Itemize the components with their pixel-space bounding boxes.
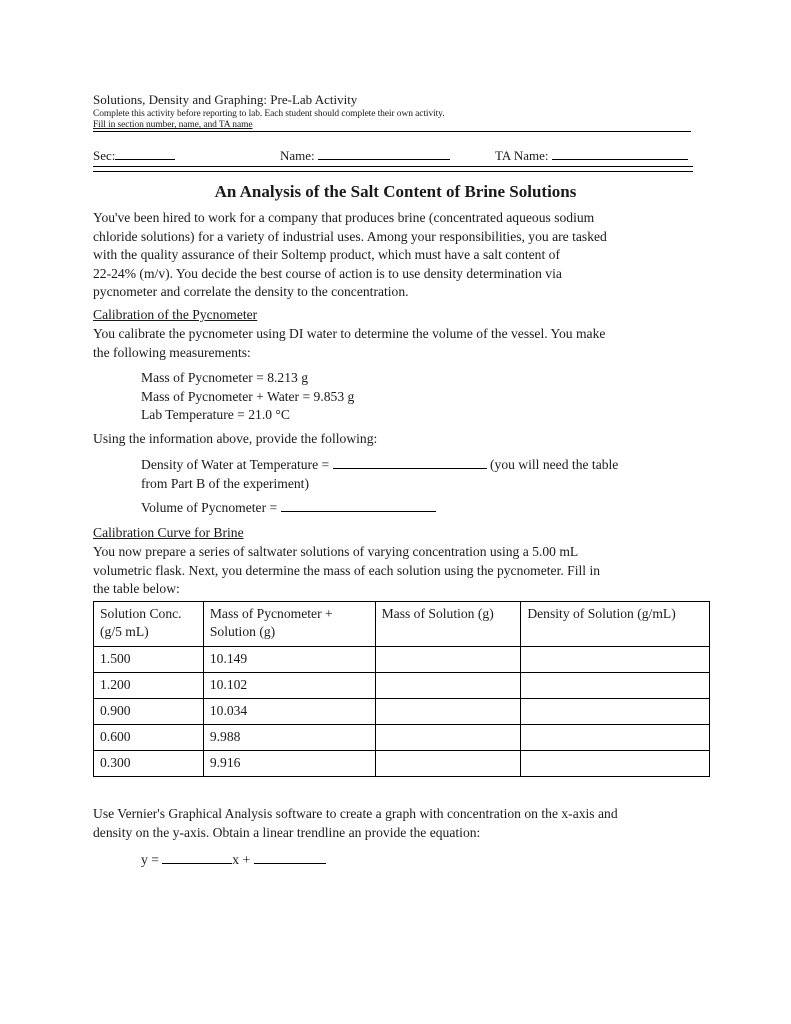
measurement-item: Mass of Pycnometer = 8.213 g (141, 370, 308, 385)
volume-label: Volume of Pycnometer = (141, 500, 281, 515)
calibration-heading: Calibration of the Pycnometer (93, 307, 258, 322)
sec-field[interactable] (93, 148, 175, 164)
ta-name-blank[interactable] (552, 148, 688, 160)
curve-line: You now prepare a series of saltwater solutions of varying concentration using a 5.00 mL (93, 544, 579, 559)
cell-conc: 0.300 (94, 751, 204, 777)
cell-density[interactable] (521, 699, 710, 725)
volume-question (141, 499, 436, 518)
cell-mass-pyc: 10.102 (203, 673, 375, 699)
intro-paragraph (93, 209, 703, 302)
cell-mass-solution[interactable] (375, 725, 521, 751)
activity-instruction: Complete this activity before reporting to lab. Each student should complete their own activity. (93, 109, 445, 119)
cell-conc: 0.900 (94, 699, 204, 725)
equation-x-label: x + (232, 852, 254, 867)
slope-blank[interactable] (162, 852, 232, 864)
density-water-question (141, 456, 618, 493)
header-cell-mass-pyc: Mass of Pycnometer + Solution (g) (203, 602, 375, 647)
cell-conc: 0.600 (94, 725, 204, 751)
header-cell-mass-solution: Mass of Solution (g) (375, 602, 521, 647)
intro-line: 22-24% (m/v). You decide the best course of action is to use density determination via (93, 265, 562, 281)
graph-text (93, 805, 703, 842)
cell-density[interactable] (521, 647, 710, 673)
intercept-blank[interactable] (254, 852, 326, 864)
header-cell-density: Density of Solution (g/mL) (521, 602, 710, 647)
curve-heading: Calibration Curve for Brine (93, 525, 244, 540)
table-row (94, 699, 710, 725)
cell-mass-solution[interactable] (375, 673, 521, 699)
cell-density[interactable] (521, 751, 710, 777)
sec-blank[interactable] (115, 148, 175, 160)
intro-line: chloride solutions) for a variety of industrial uses. Among your responsibilities, you are tasked (93, 228, 607, 244)
density-water-note-2: from Part B of the experiment) (141, 475, 309, 491)
cell-mass-pyc: 9.916 (203, 751, 375, 777)
cell-density[interactable] (521, 725, 710, 751)
density-water-label: Density of Water at Temperature = (141, 457, 333, 472)
name-label: Name: (280, 148, 315, 163)
solution-table (93, 601, 710, 777)
fill-in-instruction: Fill in section number, name, and TA name (93, 120, 253, 130)
cell-mass-solution[interactable] (375, 647, 521, 673)
calibration-line: the following measurements: (93, 344, 251, 360)
table-row (94, 751, 710, 777)
intro-line: You've been hired to work for a company that produces brine (concentrated aqueous sodium (93, 210, 595, 225)
curve-line: volumetric flask. Next, you determine the mass of each solution using the pycnometer. Fill in (93, 562, 601, 578)
equation-y-label: y = (141, 852, 163, 867)
page-title: An Analysis of the Salt Content of Brine Solutions (214, 182, 577, 201)
section-divider (93, 166, 693, 172)
table-header-row (94, 602, 710, 647)
table-row (94, 725, 710, 751)
calibration-text (93, 325, 703, 362)
curve-line: the table below: (93, 581, 180, 597)
activity-title: Solutions, Density and Graphing: Pre-Lab Activity (93, 92, 358, 107)
table-row (94, 673, 710, 699)
intro-line: with the quality assurance of their Soltemp product, which must have a salt content of (93, 247, 560, 263)
cell-mass-pyc: 9.988 (203, 725, 375, 751)
density-water-note: (you will need the table (486, 457, 619, 472)
cell-mass-pyc: 10.034 (203, 699, 375, 725)
graph-line: Use Vernier's Graphical Analysis software to create a graph with concentration on the x-axis and (93, 806, 618, 821)
cell-conc: 1.500 (94, 647, 204, 673)
ta-name-label: TA Name: (495, 148, 549, 163)
name-blank[interactable] (318, 148, 450, 160)
cell-conc: 1.200 (94, 673, 204, 699)
volume-blank[interactable] (281, 500, 436, 512)
density-water-blank[interactable] (333, 457, 487, 469)
cell-density[interactable] (521, 673, 710, 699)
calibration-line: You calibrate the pycnometer using DI water to determine the volume of the vessel. You make (93, 326, 606, 341)
measurement-list (141, 369, 354, 425)
curve-text (93, 543, 703, 599)
cell-mass-pyc: 10.149 (203, 647, 375, 673)
header-rule (93, 131, 691, 132)
ta-name-field[interactable] (495, 148, 688, 164)
sec-label: Sec: (93, 148, 116, 163)
table-row (94, 647, 710, 673)
measurement-item: Mass of Pycnometer + Water = 9.853 g (141, 388, 355, 404)
using-info-text: Using the information above, provide the following: (93, 431, 378, 446)
trendline-equation (141, 851, 326, 870)
intro-line: pycnometer and correlate the density to the concentration. (93, 284, 409, 300)
graph-line: density on the y-axis. Obtain a linear trendline an provide the equation: (93, 824, 481, 840)
cell-mass-solution[interactable] (375, 699, 521, 725)
measurement-item: Lab Temperature = 21.0 °C (141, 407, 290, 423)
cell-mass-solution[interactable] (375, 751, 521, 777)
header-cell-conc: Solution Conc. (g/5 mL) (94, 602, 204, 647)
name-field[interactable] (280, 148, 450, 164)
